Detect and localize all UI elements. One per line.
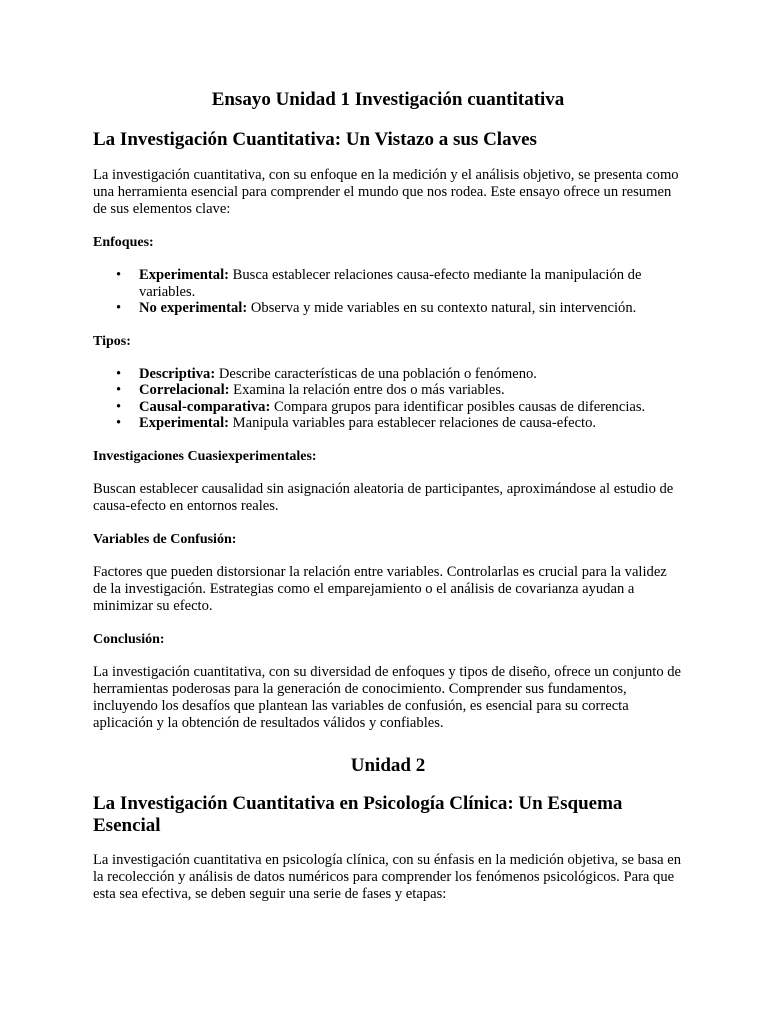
- list-item: [116, 398, 683, 416]
- unit-title: Unidad 2: [350, 754, 426, 776]
- list-item: [116, 382, 683, 399]
- section-heading: La Investigación Cuantitativa: Un Vistazo a sus Claves: [93, 129, 537, 150]
- list-item: [116, 300, 683, 317]
- cuasi-label: Investigaciones Cuasiexperimentales:: [93, 448, 317, 464]
- bullet-icon: •: [116, 267, 122, 283]
- list-item: [116, 267, 683, 300]
- list-item: [116, 415, 683, 432]
- confusion-paragraph: Factores que pueden distorsionar la relación entre variables. Controlarlas es crucial para la validez de la investigación. Estrategias como el emparejamiento o el análisis de covarianza ayudan a minimizar su efecto.: [93, 563, 667, 614]
- item-term: Correlacional:: [139, 382, 230, 398]
- item-term: Experimental:: [139, 415, 229, 431]
- section-heading: La Investigación Cuantitativa en Psicología Clínica: Un Esquema Esencial: [93, 792, 623, 836]
- bullet-icon: •: [116, 382, 122, 398]
- item-term: Causal-comparativa:: [139, 398, 271, 415]
- item-term: No experimental:: [139, 300, 248, 316]
- item-text: Examina la relación entre dos o más variables.: [229, 382, 505, 398]
- item-text: Busca establecer relaciones causa-efecto mediante la manipulación de variables.: [139, 267, 642, 300]
- intro-paragraph: La investigación cuantitativa, con su enfoque en la medición y el análisis objetivo, se presenta como una herramienta esencial para comprender el mundo que nos rodea. Este ensayo ofrece un resumen de sus elementos clave:: [93, 167, 679, 217]
- bullet-icon: •: [116, 415, 122, 431]
- confusion-label: Variables de Confusión:: [93, 531, 237, 547]
- bullet-icon: •: [116, 398, 122, 415]
- cuasi-paragraph: Buscan establecer causalidad sin asignación aleatoria de participantes, aproximándose al estudio de causa-efecto en entornos reales.: [93, 480, 674, 514]
- bullet-icon: •: [116, 300, 122, 316]
- document-title: Ensayo Unidad 1 Investigación cuantitativa: [211, 89, 565, 110]
- item-text: Manipula variables para establecer relaciones de causa-efecto.: [228, 415, 597, 431]
- tipos-label: Tipos:: [93, 333, 131, 349]
- tipos-list: [93, 366, 683, 432]
- conclusion-label: Conclusión:: [93, 631, 165, 647]
- document-page: [93, 88, 683, 919]
- section2-intro-paragraph: La investigación cuantitativa en psicología clínica, con su énfasis en la medición objetiva, se basa en la recolección y análisis de datos numéricos para comprender los fenómenos psicológicos. Para que esta sea efectiva, se deben seguir una serie de fases y etapas:: [93, 851, 682, 902]
- enfoques-label: Enfoques:: [93, 235, 154, 250]
- item-text: Observa y mide variables en su contexto natural, sin intervención.: [247, 300, 637, 316]
- bullet-icon: •: [116, 365, 122, 382]
- list-item: [116, 365, 683, 383]
- item-text: Describe características de una población o fenómeno.: [215, 365, 537, 382]
- item-text: Compara grupos para identificar posibles causas de diferencias.: [270, 398, 646, 415]
- item-term: Descriptiva:: [139, 365, 216, 382]
- item-term: Experimental:: [139, 267, 229, 283]
- enfoques-list: [93, 267, 683, 317]
- conclusion-paragraph: La investigación cuantitativa, con su diversidad de enfoques y tipos de diseño, ofrece un conjunto de herramientas poderosas para la generación de conocimiento. Comprender sus fundamentos, incluyendo los desafíos que plantean las variables de confusión, es esencial para su correcta aplicación y la obtención de resultados válidos y confiables.: [93, 663, 682, 731]
